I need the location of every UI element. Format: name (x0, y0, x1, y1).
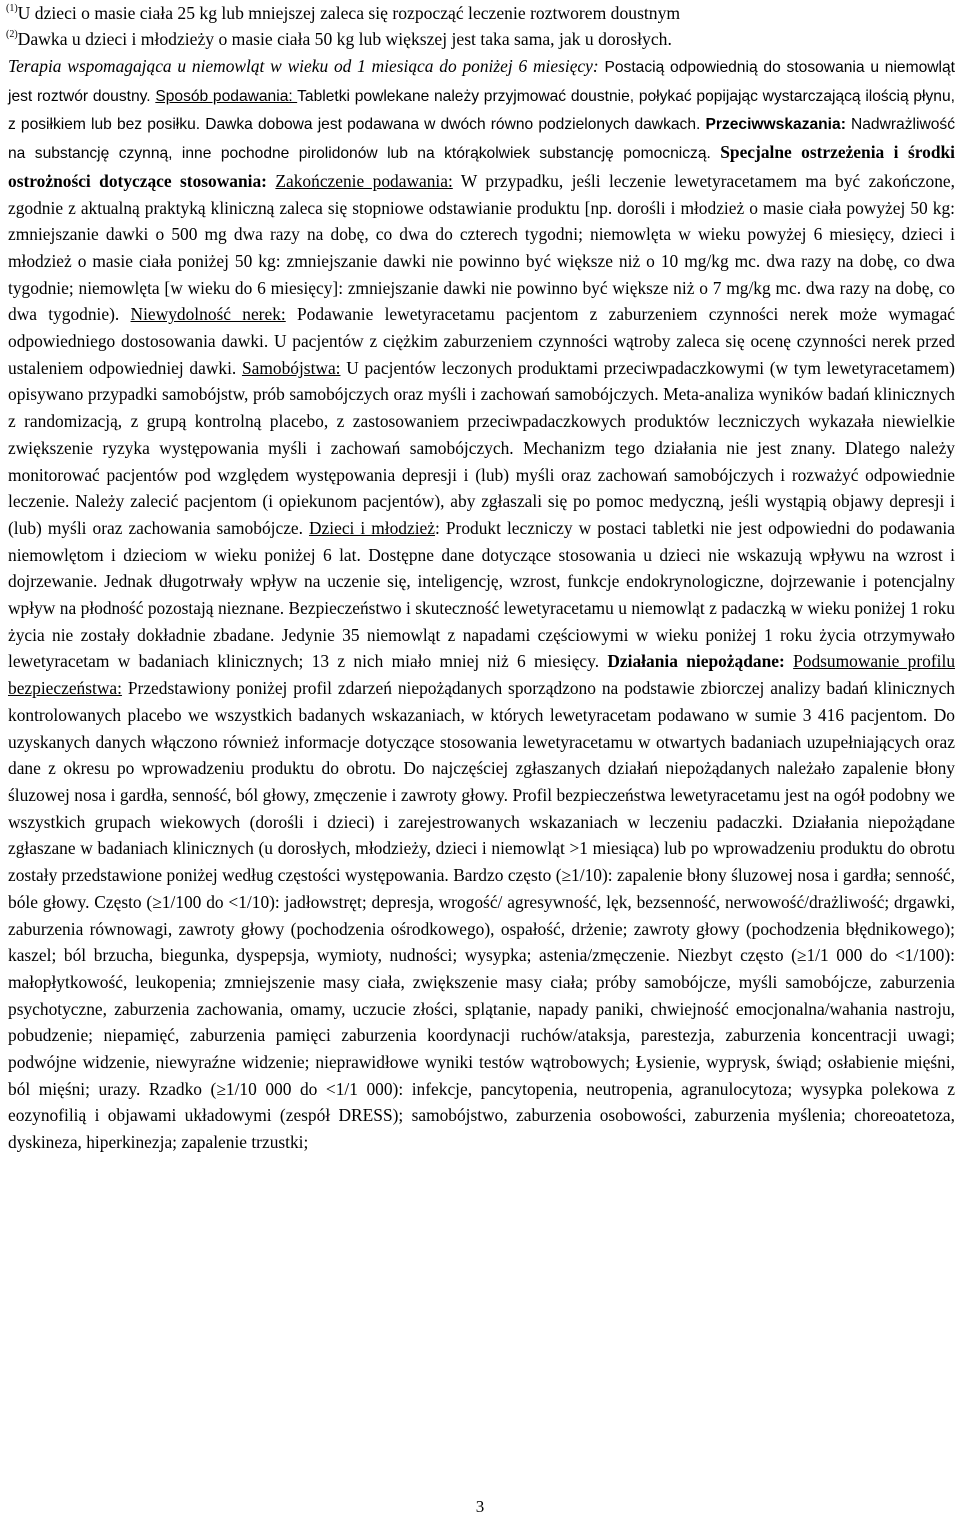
footnote-1 (6, 1, 956, 25)
section-heading-bold: Działania niepożądane: (607, 651, 794, 672)
section-heading-underlined: Zakończenie podawania: (275, 170, 453, 191)
section-heading-underlined: Podsumowanie profilu bezpieczeństwa: (8, 651, 956, 699)
text-run: Przedstawiony poniżej profil zdarzeń niepożądanych sporządzono na podstawie zbiorczej analizy badań klinicznych kontrolowanych placebo we wszystkich badanych wskazaniach, w których lewetyracetam podawano w sumie 3 416 pacjentom. Do uzyskanych danych włączono również informacje dotyczące stosowania lewetyracetamu w otwartych badaniach uzupełniających oraz dane z okresu po wprowadzeniu produktu do obrotu. Do najczęściej zgłaszanych działań niepożądanych należało zapalenie błony śluzowej nosa i gardła, senność, ból głowy, zmęczenie i zawroty głowy. Profil bezpieczeństwa lewetyracetamu jest na ogół podobny we wszystkich grupach wiekowych (dorośli i dzieci) i zarejestrowanych wskazaniach w leczeniu padaczki. Działania niepożądane zgłaszane w badaniach klinicznych (u dorosłych, młodzieży, dzieci i niemowląt >1 miesiąca) lub po wprowadzeniu produktu do obrotu zostały przedstawione poniżej według częstości występowania. Bardzo często (≥1/10): zapalenie błony śluzowej nosa i gardła; senność, bóle głowy. Często (≥1/100 do <1/10): jadłowstręt; depresja, wrogość/ agresywność, lęk, bezsenność, nerwowość/drażliwość; drgawki, zaburzenia równowagi, zawroty głowy (pochodzenia ośrodkowego), ospałość, drżenie; zawroty głowy (pochodzenia błędnikowego); kaszel; ból brzucha, biegunka, dyspepsja, wymioty, nudności; wysypka; astenia/zmęczenie. Niezbyt często (≥1/1 000 do <1/100): małopłytkowość, leukopenia; zmniejszenie masy ciała, zwiększenie masy ciała; próby samobójcze, myśli samobójcze, zaburzenia psychotyczne, zaburzenia zachowania, omamy, uczucie złości, splątanie, napady paniki, chwiejność emocjonalna/wahania nastroju, pobudzenie; niepamięć, zaburzenia pamięci zaburzenia koordynacji ruchów/ataksja, parestezja, zaburzenia koncentracji uwagi; podwójne widzenie, niewyraźne widzenie; nieprawidłowe wyniki testów wątrobowych; Łysienie, wyprysk, świąd; osłabienie mięśni, ból mięśni; urazy. Rzadko (≥1/10 000 do <1/1 000): infekcje, pancytopenia, neutropenia, agranulocytoza; wysypka polekowa z eozynofilią i objawami układowymi (zespół DRESS); samobójstwo, zaburzenia osobowości, zaburzenia myślenia; choreoatetoza, dyskineza, hiperkinezja; zapalenie trzustki; (8, 678, 955, 1153)
footnote-text: Dawka u dzieci i młodzieży o masie ciała 50 kg lub większej jest taka sama, jak u dorosłych. (17, 29, 672, 49)
text-run: : Produkt leczniczy w postaci tabletki nie jest odpowiedni do podawania niemowlętom i dzieciom w wieku poniżej 6 lat. Dostępne dane dotyczące stosowania u dzieci nie wskazują wpływu na wzrost i dojrzewanie. Jednak długotrwały wpływ na uczenie się, inteligencję, wzrost, funkcje endokrynologiczne, dojrzewanie i potencjalny wpływ na płodność pozostają nieznane. Bezpieczeństwo i skuteczność lewetyracetamu u niemowląt z padaczką w wieku poniżej 1 roku życia nie zostały dokładnie zbadane. Jedynie 35 niemowląt z napadami częściowymi w wieku poniżej 1 roku życia otrzymywało lewetyracetam w badaniach klinicznych; 13 z nich miało mniej niż 6 miesięcy. (8, 517, 955, 672)
footnote-mark: (2) (6, 29, 18, 40)
text-run: W przypadku, jeśli leczenie lewetyracetamem ma być zakończone, zgodnie z aktualną praktyką kliniczną zaleca się stopniowe odstawianie produktu [np. dorośli i młodzież o masie ciała powyżej 50 kg: zmniejszanie dawki o 500 mg dwa razy na dobę, co dwa do czterech tygodni; niemowlęta w wieku powyżej 6 miesięcy, dzieci i młodzież o masie ciała poniżej 50 kg: zmniejszanie dawki nie powinno być większe niż o 10 mg/kg mc. dwa razy na dobę, co dwa tygodnie; niemowlęta [w wieku do 6 miesięcy]: zmniejszanie dawki nie powinno być większe niż o 7 mg/kg mc. dwa razy na dobę, co dwa tygodnie). (8, 170, 955, 325)
text-run: Postacią odpowiednią do stosowania u niemowląt jest roztwór doustny. (8, 59, 955, 105)
section-heading-underlined: Dzieci i młodzież (309, 517, 435, 538)
section-heading-bold: Specjalne ostrzeżenia i środki ostrożności dotyczące stosowania: (8, 142, 955, 191)
body-text (8, 53, 955, 1156)
section-heading-underlined: Samobójstwa: (241, 357, 341, 378)
text-run: Podawanie lewetyracetamu pacjentom z zaburzeniem czynności nerek może wymagać odpowiedniego dostosowania dawki. U pacjentów z ciężkim zaburzeniem czynności wątroby zaleca się ocenę czynności nerek przed ustaleniem odpowiedniej dawki. (8, 304, 956, 378)
section-heading-bold: Przeciwwskazania: (705, 116, 851, 134)
footnote-text: U dzieci o masie ciała 25 kg lub mniejszej zaleca się rozpocząć leczenie roztworem doustnym (17, 3, 681, 23)
text-run: Tabletki powlekane należy przyjmować doustnie, połykać popijając wystarczającą ilością płynu, z posiłkiem lub bez posiłku. Dawka dobowa jest podawana w dwóch równo podzielonych dawkach. (8, 87, 955, 134)
footnote-mark: (1) (6, 3, 18, 14)
section-heading-underlined: Sposób podawania: (155, 87, 298, 105)
section-heading-underlined: Niewydolność nerek: (130, 304, 286, 325)
text-run: Nadwrażliwość na substancję czynną, inne pochodne pirolidonów lub na którąkolwiek substancję pomocniczą. (8, 116, 955, 163)
text-run: Terapia wspomagająca u niemowląt w wieku od 1 miesiąca do poniżej 6 miesięcy: (8, 56, 605, 76)
text-run: U pacjentów leczonych produktami przeciwpadaczkowymi (w tym lewetyracetamem) opisywano przypadki samobójstw, prób samobójczych oraz myśli i zachowań samobójczych. Meta-analiza wyników badań klinicznych z randomizacją, z grupą kontrolną placebo, z zastosowaniem przeciwpadaczkowych produktów leczniczych wykazała niewielkie zwiększenie ryzyka występowania myśli i zachowań samobójczych. Mechanizm tego działania nie jest znany. Dlatego należy monitorować pacjentów pod względem występowania depresji i (lub) myśli oraz zachowań samobójczych i rozważyć odpowiednie leczenie. Należy zalecić pacjentom (i opiekunom pacjentów), aby zgłaszali się po pomoc medyczną, jeśli wystąpią objawy depresji i (lub) myśli oraz zachowania samobójcze. (8, 357, 955, 538)
footnote-2 (6, 27, 956, 51)
page-number: 3 (475, 1497, 485, 1516)
